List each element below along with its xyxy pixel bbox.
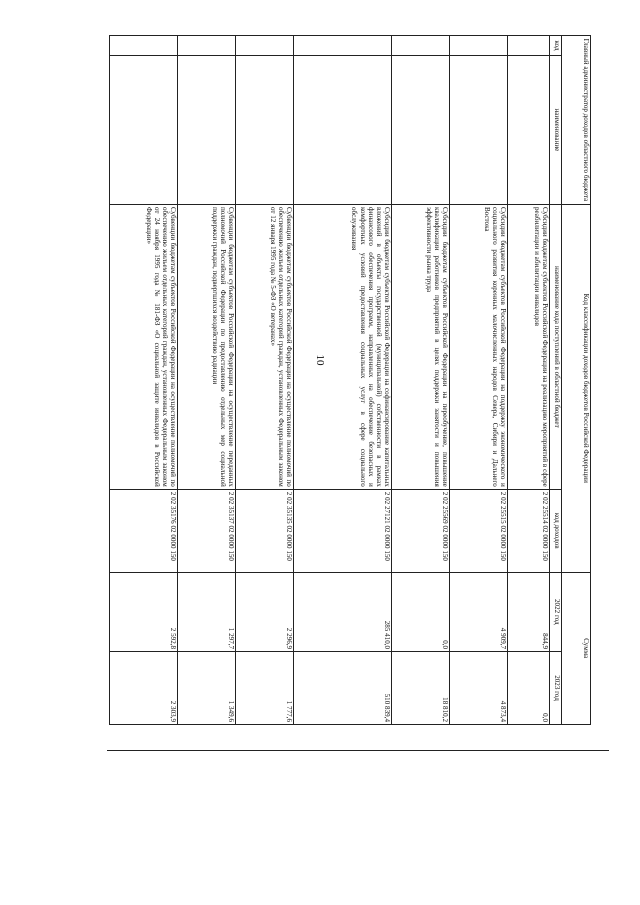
rotated-table-wrapper	[98, 35, 591, 725]
table-row	[294, 36, 392, 725]
row-description: Субсидии бюджетам субъектов Российской Федерации на переобучение, повышение квалификации работников предприятий в целях поддержки занятости и повышения эффективности рынка труда	[392, 204, 450, 489]
table-row	[236, 36, 294, 725]
row-value-2023: 510 839,4	[294, 652, 392, 725]
header-kod: код	[550, 36, 562, 56]
row-value-2022: 1 297,7	[178, 572, 236, 651]
row-description: Субвенции бюджетам субъектов Российской Федерации на осуществление переданных полномочий Российской Федерации по предоставлению отдельных мер социальной поддержки граждан, подвергшихся воздействию радиации	[178, 204, 236, 489]
row-value-2022: 0,0	[392, 572, 450, 651]
row-value-2023: 1 777,6	[236, 652, 294, 725]
table-row	[392, 36, 450, 725]
row-code: 2 02 35135 02 0000 150	[236, 489, 294, 572]
header-classification: Код классификации доходов бюджетов Российской Федерации	[562, 204, 591, 572]
header-kod-dohodov: код доходов	[550, 489, 562, 572]
row-code: 2 02 35176 02 0000 150	[110, 489, 178, 572]
row-value-2022: 844,9	[508, 572, 550, 651]
row-value-2023: 18 810,2	[392, 652, 450, 725]
header-year-2023: 2023 год	[550, 652, 562, 725]
row-value-2022: 2 592,8	[110, 572, 178, 651]
row-code: 2 02 25515 02 0000 150	[450, 489, 508, 572]
row-description: Субсидии бюджетам субъектов Российской Федерации на поддержку экономического и социального развития коренных малочисленных народов Севера, Сибири и Дальнего Востока	[450, 204, 508, 489]
row-description: Субсидии бюджетам субъектов Российской Федерации на реализацию мероприятий в сфере реабилитации и абилитации инвалидов	[508, 204, 550, 489]
row-code: 2 02 25569 02 0000 150	[392, 489, 450, 572]
header-row-top	[562, 36, 591, 725]
row-value-2023: 2 303,9	[110, 652, 178, 725]
row-value-2022: 285 410,0	[294, 572, 392, 651]
table-row	[178, 36, 236, 725]
row-value-2022: 2 296,9	[236, 572, 294, 651]
row-code: 2 02 27121 02 0000 150	[294, 489, 392, 572]
row-description: Субвенции бюджетам субъектов Российской Федерации на осуществление полномочий по обеспечению жильем отдельных категорий граждан, установленных Федеральным законом от 24 ноября 1995 года № 181-ФЗ «О социальной защите инвалидов в Российской Федерации»	[110, 204, 178, 489]
row-description: Субсидии бюджетам субъектов Российской Федерации на софинансирование капитальных вложений в объекты государственной (муниципальной) собственности в рамках финансового обеспечения программ, направленных на обеспечение безопасных и комфортных условий предоставления социальных услуг в сфере социального обслуживания	[294, 204, 392, 489]
row-value-2023: 1 349,6	[178, 652, 236, 725]
row-value-2022: 4 909,7	[450, 572, 508, 651]
row-description: Субвенции бюджетам субъектов Российской Федерации на осуществление полномочий по обеспечению жильем отдельных категорий граждан, установленных Федеральным законом от 12 января 1995 года № 5-ФЗ «О ветеранах»	[236, 204, 294, 489]
header-naimenovanie-koda: наименование кода поступлений в областной бюджет	[550, 204, 562, 489]
header-sum: Сумма	[562, 572, 591, 724]
row-value-2023: 0,0	[508, 652, 550, 725]
header-naimenovanie: наименование	[550, 55, 562, 204]
table-row	[508, 36, 550, 725]
page-number: 10	[314, 354, 326, 366]
header-chief-admin: Главный администратор доходов областного бюджета	[562, 36, 591, 205]
table-row	[450, 36, 508, 725]
header-year-2022: 2022 год	[550, 572, 562, 651]
header-row-sub	[550, 36, 562, 725]
row-code: 2 02 35137 02 0000 150	[178, 489, 236, 572]
revenue-classification-table	[109, 35, 591, 725]
table-row	[110, 36, 178, 725]
row-value-2023: 4 873,4	[450, 652, 508, 725]
divider-line	[107, 750, 609, 751]
row-code: 2 02 25514 02 0000 150	[508, 489, 550, 572]
rotated-table-container	[98, 35, 591, 725]
